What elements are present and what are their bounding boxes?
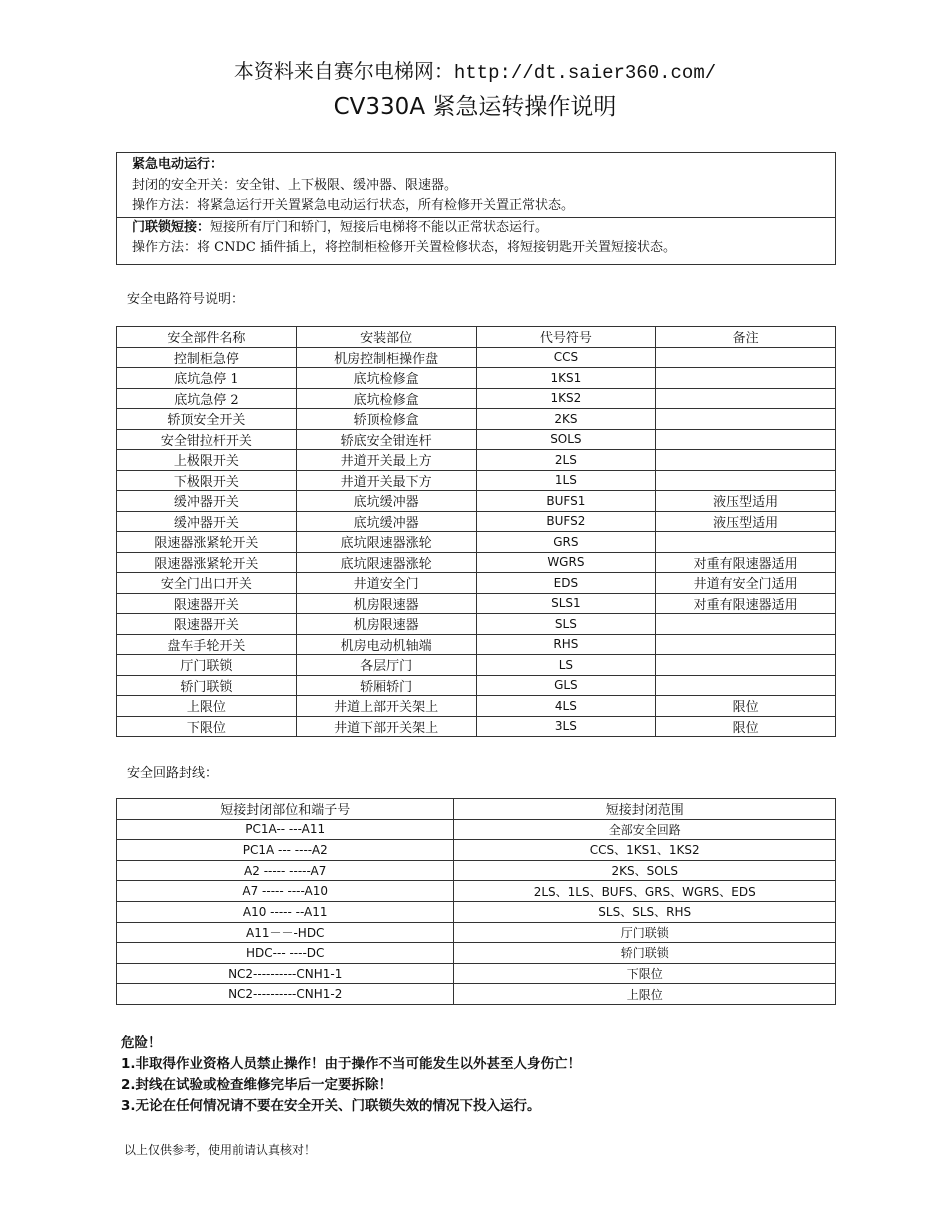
wiring-cell: 全部安全回路 (454, 819, 836, 840)
symbols-header-cell: 备注 (656, 327, 836, 348)
symbols-cell: 下限位 (117, 716, 297, 737)
wiring-row (117, 881, 836, 902)
emergency-heading: 紧急电动运行： (132, 157, 224, 172)
symbols-cell: 4LS (476, 696, 656, 717)
symbols-row (117, 491, 836, 512)
symbols-cell: 限位 (656, 716, 836, 737)
symbols-cell: 厅门联锁 (117, 655, 297, 676)
symbols-cell: 对重有限速器适用 (656, 593, 836, 614)
wiring-header-cell: 短接封闭范围 (454, 799, 836, 820)
symbols-row (117, 634, 836, 655)
wiring-cell: CCS、1KS1、1KS2 (454, 840, 836, 861)
symbols-cell: SOLS (476, 429, 656, 450)
wiring-cell: HDC--- ----DC (117, 943, 454, 964)
wiring-cell: NC2----------CNH1-2 (117, 984, 454, 1005)
symbols-cell: 井道开关最上方 (296, 450, 476, 471)
wiring-row (117, 860, 836, 881)
symbols-cell (656, 470, 836, 491)
symbols-cell (656, 347, 836, 368)
wiring-cell: 轿门联锁 (454, 943, 836, 964)
symbols-cell (656, 450, 836, 471)
symbols-cell: CCS (476, 347, 656, 368)
wiring-cell: A7 ----- ----A10 (117, 881, 454, 902)
danger-item: 3.无论在任何情况请不要在安全开关、门联锁失效的情况下投入运行。 (121, 1098, 541, 1114)
symbols-row (117, 593, 836, 614)
wiring-cell: 下限位 (454, 963, 836, 984)
symbols-header-cell: 安全部件名称 (117, 327, 297, 348)
symbols-cell: 对重有限速器适用 (656, 552, 836, 573)
symbols-row (117, 388, 836, 409)
symbols-cell: GRS (476, 532, 656, 553)
wiring-row (117, 840, 836, 861)
wiring-cell: SLS、SLS、RHS (454, 901, 836, 922)
symbols-cell (656, 634, 836, 655)
wiring-label: 安全回路封线： (127, 766, 219, 781)
symbols-cell: 底坑缓冲器 (296, 511, 476, 532)
symbols-cell: 底坑限速器涨轮 (296, 532, 476, 553)
symbols-cell: RHS (476, 634, 656, 655)
symbols-cell: 井道上部开关架上 (296, 696, 476, 717)
symbols-cell: 轿底安全钳连杆 (296, 429, 476, 450)
door-text: 短接所有厅门和轿门，短接后电梯将不能以正常状态运行。 (210, 219, 549, 235)
symbols-header-row (117, 327, 836, 348)
symbols-cell: 控制柜急停 (117, 347, 297, 368)
symbols-row (117, 450, 836, 471)
symbols-cell: GLS (476, 675, 656, 696)
symbols-cell: 盘车手轮开关 (117, 634, 297, 655)
symbols-cell: 底坑缓冲器 (296, 491, 476, 512)
symbols-cell: 限速器开关 (117, 614, 297, 635)
wiring-cell: A11－－-HDC (117, 922, 454, 943)
wiring-cell: PC1A --- ----A2 (117, 840, 454, 861)
symbols-row (117, 614, 836, 635)
danger-item: 2.封线在试验或检查维修完毕后一定要拆除！ (121, 1077, 393, 1093)
symbols-cell: 上极限开关 (117, 450, 297, 471)
symbols-cell: 1KS2 (476, 388, 656, 409)
symbols-cell: 下极限开关 (117, 470, 297, 491)
symbols-cell: 3LS (476, 716, 656, 737)
symbols-row (117, 429, 836, 450)
instructions-box (116, 152, 836, 265)
wiring-cell: A2 ----- -----A7 (117, 860, 454, 881)
symbols-cell: 井道下部开关架上 (296, 716, 476, 737)
wiring-cell: 2LS、1LS、BUFS、GRS、WGRS、EDS (454, 881, 836, 902)
symbols-row (117, 511, 836, 532)
symbols-label: 安全电路符号说明： (127, 292, 245, 307)
symbols-header-cell: 安装部位 (296, 327, 476, 348)
footer-note: 以上仅供参考，使用前请认真核对！ (124, 1143, 317, 1157)
danger-item: 1.非取得作业资格人员禁止操作！由于操作不当可能发生以外甚至人身伤亡！ (121, 1056, 582, 1072)
door-heading: 门联锁短接： (132, 219, 211, 235)
wiring-cell: 上限位 (454, 984, 836, 1005)
symbols-cell (656, 532, 836, 553)
source-line (0, 55, 950, 84)
wiring-row (117, 819, 836, 840)
symbols-cell (656, 409, 836, 430)
symbols-cell (656, 675, 836, 696)
wiring-cell: 2KS、SOLS (454, 860, 836, 881)
symbols-table (116, 326, 836, 737)
symbols-cell: 限位 (656, 696, 836, 717)
symbols-cell: 上限位 (117, 696, 297, 717)
symbols-row (117, 552, 836, 573)
symbols-cell: 底坑限速器涨轮 (296, 552, 476, 573)
symbols-cell (656, 388, 836, 409)
symbols-cell: 轿门联锁 (117, 675, 297, 696)
symbols-cell: 机房控制柜操作盘 (296, 347, 476, 368)
symbols-cell: 轿顶检修盒 (296, 409, 476, 430)
wiring-header-row (117, 799, 836, 820)
symbols-row (117, 532, 836, 553)
symbols-cell: 井道安全门 (296, 573, 476, 594)
wiring-row (117, 901, 836, 922)
symbols-cell: 安全钳拉杆开关 (117, 429, 297, 450)
symbols-row (117, 675, 836, 696)
symbols-cell (656, 614, 836, 635)
symbols-cell: 1KS1 (476, 368, 656, 389)
page-title: CV330A 紧急运转操作说明 (333, 94, 617, 120)
symbols-cell: 井道有安全门适用 (656, 573, 836, 594)
symbols-cell: SLS1 (476, 593, 656, 614)
wiring-table (116, 798, 836, 1005)
symbols-cell: 底坑急停 2 (117, 388, 297, 409)
symbols-cell: 限速器涨紧轮开关 (117, 532, 297, 553)
symbols-row (117, 368, 836, 389)
symbols-cell: SLS (476, 614, 656, 635)
emergency-method: 操作方法：将紧急运行开关置紧急电动运行状态，所有检修开关置正常状态。 (132, 198, 575, 213)
wiring-row (117, 922, 836, 943)
symbols-cell: 2LS (476, 450, 656, 471)
symbols-cell: BUFS1 (476, 491, 656, 512)
symbols-cell: 安全门出口开关 (117, 573, 297, 594)
symbols-cell (656, 429, 836, 450)
source-url[interactable]: http://dt.saier360.com/ (453, 62, 717, 84)
symbols-cell: 1LS (476, 470, 656, 491)
symbols-cell: 2KS (476, 409, 656, 430)
danger-section (121, 1033, 581, 1117)
symbols-cell: BUFS2 (476, 511, 656, 532)
symbols-cell: EDS (476, 573, 656, 594)
symbols-cell: LS (476, 655, 656, 676)
symbols-cell (656, 368, 836, 389)
wiring-header-cell: 短接封闭部位和端子号 (117, 799, 454, 820)
symbols-cell: 缓冲器开关 (117, 511, 297, 532)
emergency-switches: 封闭的安全开关：安全钳、上下极限、缓冲器、限速器。 (132, 177, 458, 193)
symbols-header-cell: 代号符号 (476, 327, 656, 348)
symbols-cell: 井道开关最下方 (296, 470, 476, 491)
symbols-row (117, 573, 836, 594)
symbols-cell: 底坑急停 1 (117, 368, 297, 389)
symbols-cell: 限速器涨紧轮开关 (117, 552, 297, 573)
symbols-cell: 液压型适用 (656, 491, 836, 512)
symbols-cell: 缓冲器开关 (117, 491, 297, 512)
wiring-row (117, 963, 836, 984)
symbols-cell: 限速器开关 (117, 593, 297, 614)
danger-heading: 危险！ (121, 1035, 162, 1051)
wiring-row (117, 984, 836, 1005)
source-prefix: 本资料来自赛尔电梯网： (233, 59, 454, 83)
wiring-row (117, 943, 836, 964)
symbols-cell: 机房限速器 (296, 593, 476, 614)
symbols-cell: 底坑检修盒 (296, 368, 476, 389)
symbols-cell: 各层厅门 (296, 655, 476, 676)
symbols-row (117, 696, 836, 717)
symbols-cell: 轿顶安全开关 (117, 409, 297, 430)
symbols-row (117, 470, 836, 491)
symbols-row (117, 409, 836, 430)
symbols-cell: 底坑检修盒 (296, 388, 476, 409)
symbols-cell: 轿厢轿门 (296, 675, 476, 696)
wiring-cell: A10 ----- --A11 (117, 901, 454, 922)
wiring-cell: PC1A-- ---A11 (117, 819, 454, 840)
symbols-cell: 液压型适用 (656, 511, 836, 532)
symbols-cell (656, 655, 836, 676)
symbols-cell: 机房限速器 (296, 614, 476, 635)
symbols-cell: 机房电动机轴端 (296, 634, 476, 655)
symbols-cell: WGRS (476, 552, 656, 573)
symbols-row (117, 716, 836, 737)
wiring-cell: NC2----------CNH1-1 (117, 963, 454, 984)
door-method: 操作方法：将 CNDC 插件插上，将控制柜检修开关置检修状态，将短接钥匙开关置短接状态。 (132, 240, 676, 255)
symbols-row (117, 655, 836, 676)
wiring-cell: 厅门联锁 (454, 922, 836, 943)
symbols-row (117, 347, 836, 368)
